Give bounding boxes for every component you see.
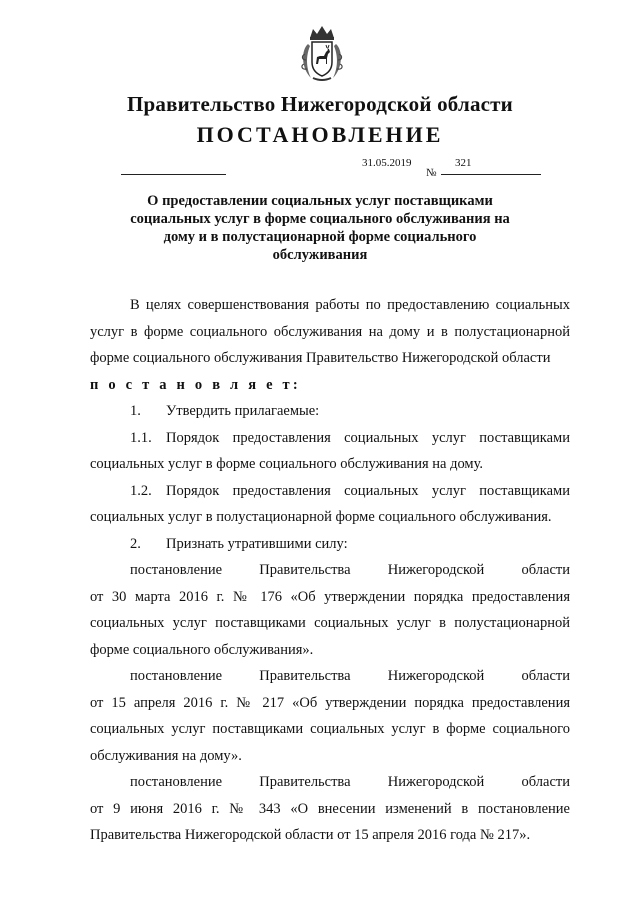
item-number: 2. xyxy=(130,535,141,552)
document-number: 321 xyxy=(455,157,472,169)
repealed-2-text: от 15 апреля 2016 г. № 217 «Об утверждении порядка предоставления социальных услуг поставщиками социальных услуг в форме социального обслуживания на дому». xyxy=(90,694,570,764)
number-line xyxy=(441,174,541,175)
item-2: 2. Признать утратившими силу: xyxy=(90,531,570,558)
item-1-2: 1.2. Порядок предоставления социальных услуг поставщиками социальных услуг в полустационарной форме социального обслуживания. xyxy=(90,478,570,531)
item-number: 1.2. xyxy=(130,482,152,499)
intro-paragraph: В целях совершенствования работы по предоставлению социальных услуг в форме социального обслуживания на дому и в полустационарной форме социального обслуживания Правительство Нижегородской области xyxy=(90,297,570,366)
government-title: Правительство Нижегородской области xyxy=(127,92,513,116)
signature-line-left xyxy=(121,174,226,175)
document-body xyxy=(90,292,570,849)
number-sign: № xyxy=(426,167,437,179)
repealed-3-head: постановление Правительства Нижегородской области xyxy=(130,774,570,790)
item-1-1: 1.1. Порядок предоставления социальных услуг поставщиками социальных услуг в форме социального обслуживания на дому. xyxy=(90,425,570,478)
resolves-paragraph xyxy=(90,372,570,399)
coat-of-arms-icon xyxy=(299,24,345,84)
repealed-3-text: от 9 июня 2016 г. № 343 «О внесении изменений в постановление Правительства Нижегородской области от 15 апреля 2016 года № 217». xyxy=(90,800,570,843)
repealed-1-head: постановление Правительства Нижегородской области xyxy=(130,562,570,578)
resolves-text: п о с т а н о в л я е т: xyxy=(90,376,301,393)
document-subject: О предоставлении социальных услуг поставщиками социальных услуг в форме социального обслуживания на дому и в полустационарной форме социального обслуживания xyxy=(130,193,510,263)
item-1: 1. Утвердить прилагаемые: xyxy=(90,398,570,425)
repealed-1-text: от 30 марта 2016 г. № 176 «Об утверждении порядка предоставления социальных услуг поставщиками социальных услуг в полустационарной форме социального обслуживания». xyxy=(90,588,570,658)
document-date: 31.05.2019 xyxy=(362,157,412,169)
document-type: ПОСТАНОВЛЕНИЕ xyxy=(196,122,444,147)
item-number: 1.1. xyxy=(130,429,152,446)
repealed-2-head: постановление Правительства Нижегородской области xyxy=(130,668,570,684)
item-number: 1. xyxy=(130,403,141,419)
